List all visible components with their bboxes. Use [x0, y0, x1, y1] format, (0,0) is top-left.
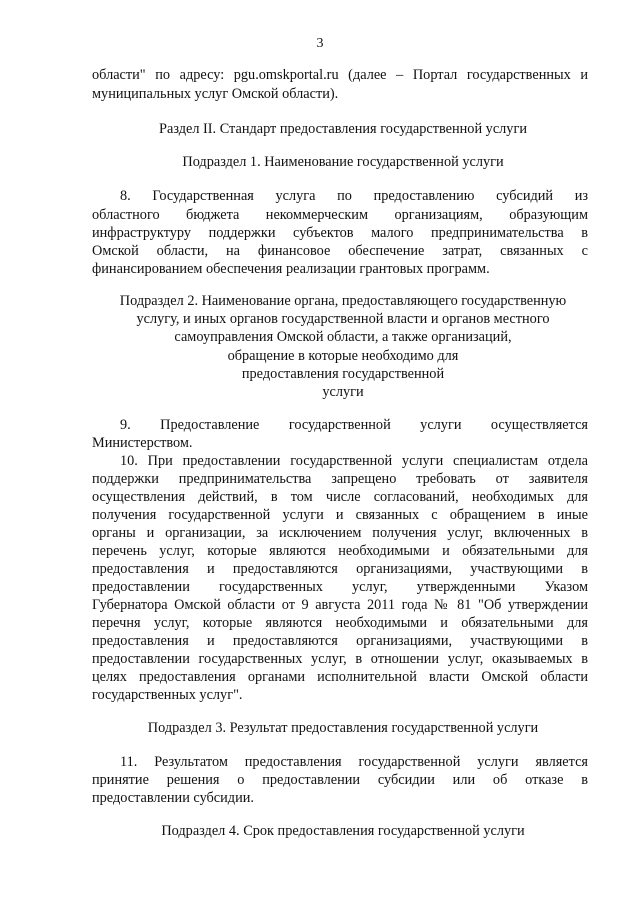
para-8-line: инфраструктуру поддержки субъектов малого предпринимательства в [92, 225, 588, 241]
para-11-line: предоставлении субсидии. [92, 790, 254, 806]
para-10-line: государственных услуг". [92, 687, 243, 703]
para-9-line: Министерством. [92, 435, 193, 451]
para-10-line: перечень услуг, которые являются необходимыми и обязательными для [92, 543, 588, 559]
para-10-line: органы и организации, за исключением получения услуг, включенных в [92, 525, 588, 541]
para-10-line: предоставлении государственных услуг, утвержденными Указом [92, 579, 588, 595]
para-10-line: поддержки предпринимательства запрещено требовать от заявителя [92, 471, 588, 487]
para-11-line: 11. Результатом предоставления государственной услуги является [120, 754, 588, 770]
subsection-2-title-line: Подраздел 2. Наименование органа, предоставляющего государственную [119, 293, 567, 309]
para-10-line: предоставления и предоставляются организациями, участвующими в [92, 633, 588, 649]
para-10-line: Губернатора Омской области от 9 августа 2011 года № 81 "Об утверждении [92, 597, 588, 613]
para-8-line: финансированием обеспечения реализации грантовых программ. [92, 261, 490, 277]
section-title: Раздел II. Стандарт предоставления государственной услуги [159, 121, 527, 137]
page-number: 3 [316, 36, 324, 51]
intro-line: муниципальных услуг Омской области). [92, 86, 339, 102]
subsection-2-title-line: самоуправления Омской области, а также организаций, [174, 329, 512, 345]
subsection-3-title: Подраздел 3. Результат предоставления государственной услуги [147, 720, 539, 736]
subsection-4-title: Подраздел 4. Срок предоставления государственной услуги [161, 823, 525, 839]
subsection-2-title-line: обращение в которые необходимо для [227, 348, 459, 364]
intro-line: области" по адресу: pgu.omskportal.ru (далее – Портал государственных и [92, 67, 588, 83]
para-8-line: 8. Государственная услуга по предоставлению субсидий из [120, 188, 588, 204]
para-11-line: принятие решения о предоставлении субсидии или об отказе в [92, 772, 588, 788]
para-9-line: 9. Предоставление государственной услуги осуществляется [120, 417, 588, 433]
para-10-line: предоставления и предоставляются организациями, участвующими в [92, 561, 588, 577]
para-8-line: Омской области, на финансовое обеспечение затрат, связанных с [92, 243, 588, 259]
para-10-line: перечня услуг, которые являются необходимыми и обязательными для [92, 615, 588, 631]
subsection-2-title-line: услуги [322, 384, 364, 400]
subsection-1-title: Подраздел 1. Наименование государственной услуги [182, 154, 504, 170]
para-10-line: целях предоставления органами исполнительной власти Омской области [92, 669, 588, 685]
subsection-2-title-line: услугу, и иных органов государственной власти и органов местного [136, 311, 550, 327]
subsection-2-title-line: предоставления государственной [241, 366, 445, 382]
para-10-line: 10. При предоставлении государственной услуги специалистам отдела [120, 453, 588, 469]
para-10-line: предоставлении государственных услуг, в отношении услуг, оказываемых в [92, 651, 588, 667]
para-8-line: областного бюджета некоммерческим организациям, образующим [92, 207, 588, 223]
para-10-line: получения государственной услуги и связанных с обращением в иные [92, 507, 588, 523]
para-10-line: осуществления действий, в том числе согласований, необходимых для [92, 489, 588, 505]
